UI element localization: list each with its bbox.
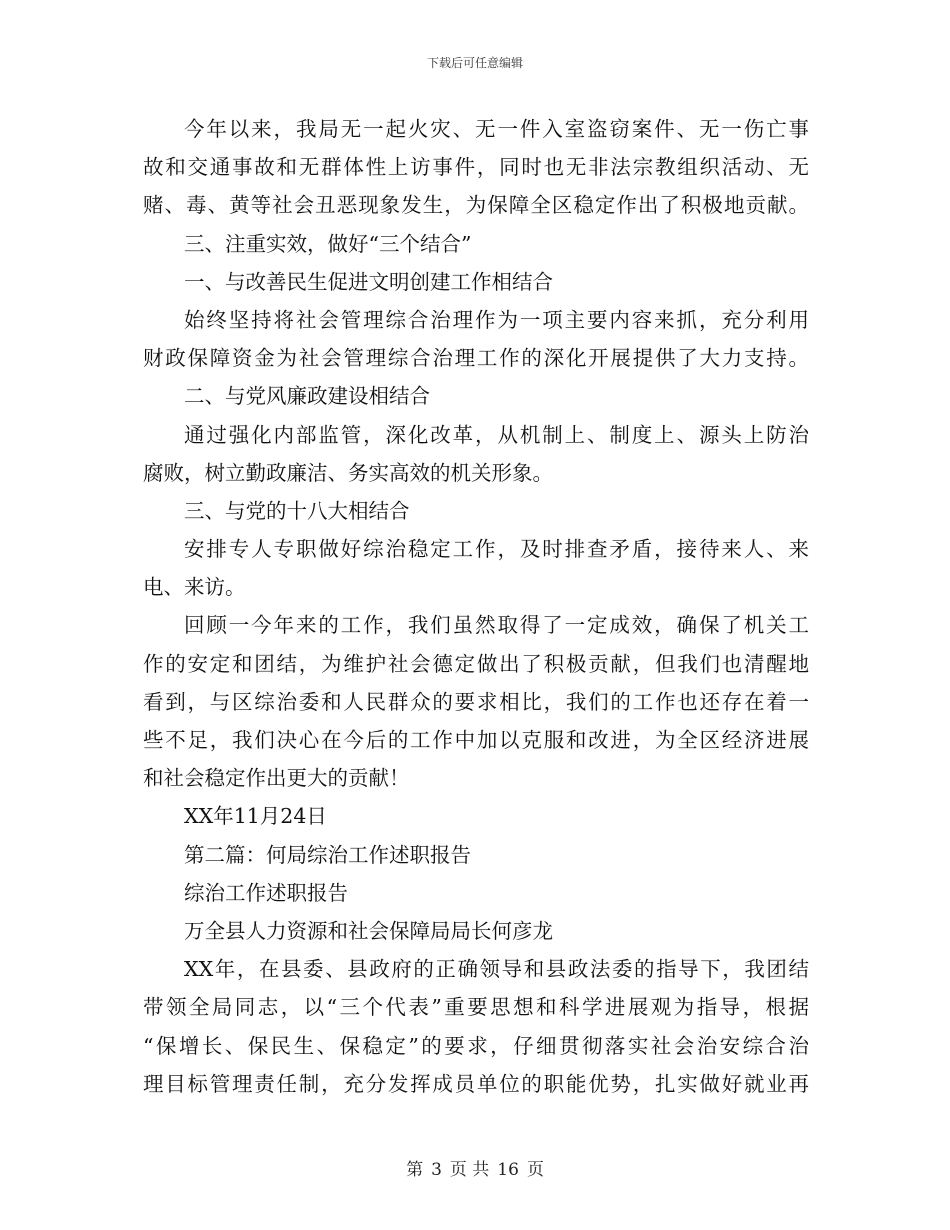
text-line: 理目标管理责任制，充分发挥成员单位的职能优势，扎实做好就业再 [143, 1071, 809, 1096]
text-line: “保增长、保民生、保稳定”的要求，仔细贯彻落实社会治安综合治 [143, 1033, 809, 1058]
text-line: 和社会稳定作出更大的贡献！ [143, 766, 410, 791]
text-line: 电、来访。 [143, 575, 246, 600]
text-line: 赌、毒、黄等社会丑恶现象发生，为保障全区稳定作出了积极地贡献。 [143, 193, 809, 218]
text-line: 看到，与区综治委和人民群众的要求相比，我们的工作也还存在着一 [143, 689, 809, 714]
text-line: XX年，在县委、县政府的正确领导和县政法委的指导下，我团结 [184, 957, 809, 982]
article-title: 第二篇：何局综治工作述职报告 [184, 842, 471, 867]
subsection-heading: 二、与党风廉政建设相结合 [184, 384, 430, 409]
footer-middle: 页 共 [449, 1160, 490, 1180]
text-line: 些不足，我们决心在今后的工作中加以克服和改进，为全区经济进展 [143, 728, 809, 752]
date-line: XX年11月24日 [184, 804, 327, 829]
subsection-heading: 三、与党的十八大相结合 [184, 498, 410, 523]
text-line: 回顾一今年来的工作，我们虽然取得了一定成效，确保了机关工 [184, 613, 809, 638]
text-line: 今年以来，我局无一起火灾、无一件入室盗窃案件、无一伤亡事 [184, 117, 809, 141]
footer-page-number: 3 [431, 1160, 442, 1180]
footer-suffix: 页 [526, 1160, 544, 1180]
footer-total-pages: 16 [497, 1160, 519, 1180]
subsection-heading: 一、与改善民生促进文明创建工作相结合 [184, 269, 553, 294]
section-heading: 三、注重实效，做好“三个结合” [184, 231, 472, 256]
author-line: 万全县人力资源和社会保障局局长何彦龙 [184, 918, 553, 943]
text-line: 腐败，树立勤政廉洁、务实高效的机关形象。 [143, 460, 553, 485]
text-line: 带领全局同志，以“三个代表”重要思想和科学进展观为指导，根据 [143, 995, 809, 1020]
text-line: 通过强化内部监管，深化改革，从机制上、制度上、源头上防治 [184, 422, 809, 447]
text-line: 安排专人专职做好综治稳定工作，及时排查矛盾，接待来人、来 [184, 537, 809, 562]
page-footer [0, 1155, 950, 1180]
document-body [143, 110, 809, 1103]
text-line: 财政保障资金为社会管理综合治理工作的深化开展提供了大力支持。 [143, 346, 809, 371]
text-line: 作的安定和团结，为维护社会德定做出了积极贡献，但我们也清醒地 [143, 651, 809, 676]
footer-prefix: 第 [406, 1160, 424, 1180]
text-line: 始终坚持将社会管理综合治理作为一项主要内容来抓，充分利用 [184, 307, 809, 332]
page-header-note: 下载后可任意编辑 [426, 56, 523, 70]
report-title: 综治工作述职报告 [184, 880, 348, 905]
text-line: 故和交通事故和无群体性上访事件，同时也无非法宗教组织活动、无 [143, 155, 809, 180]
